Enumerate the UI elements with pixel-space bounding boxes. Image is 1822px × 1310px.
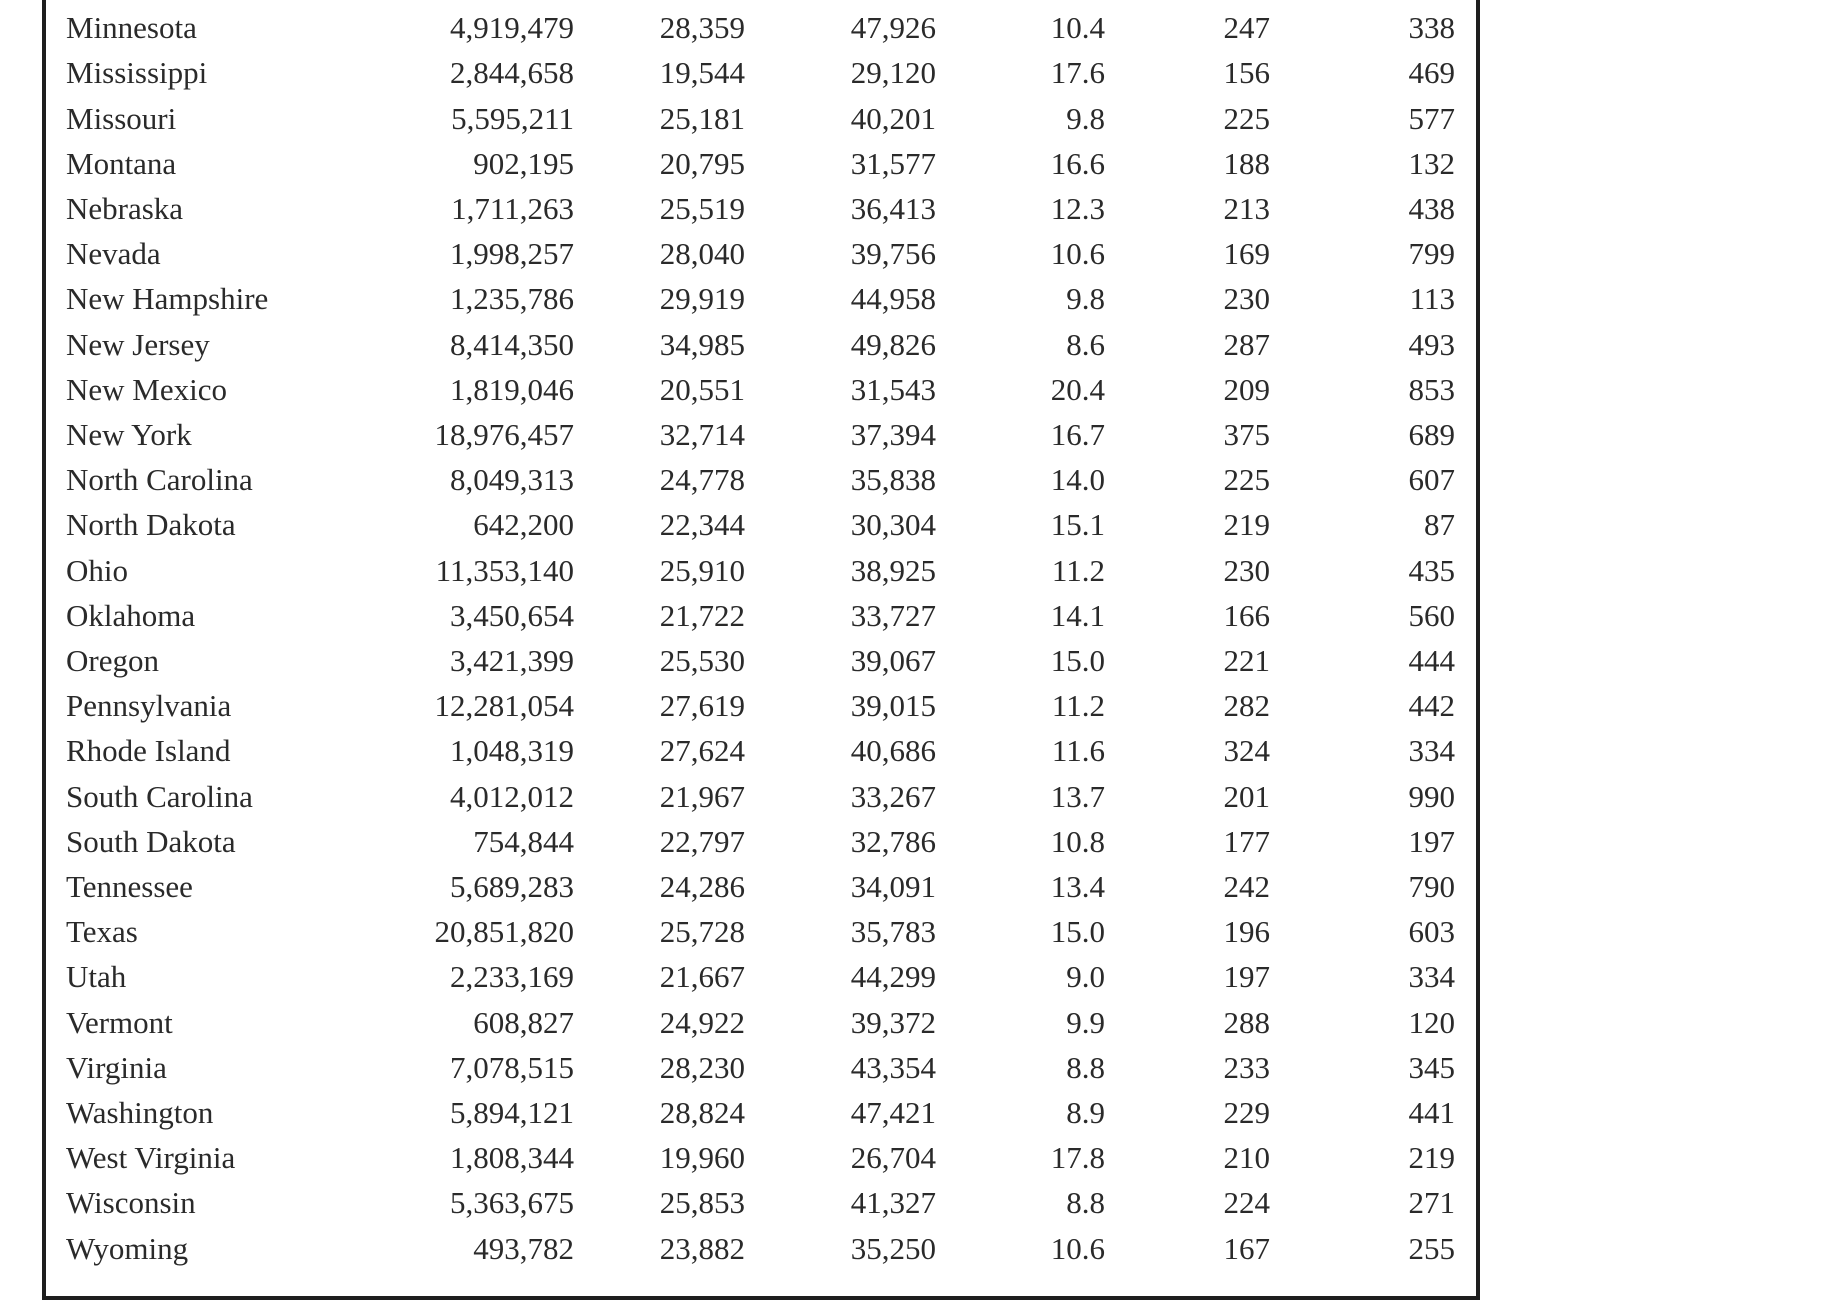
value-col-6-cell: 441 — [1408, 1095, 1455, 1131]
row-gutter — [46, 5, 66, 50]
median-household-income-cell: 40,686 — [850, 733, 936, 769]
state-name-cell: Oregon — [66, 643, 159, 679]
median-household-income-cell: 35,838 — [850, 462, 936, 498]
value-col-5-cell: 287 — [1223, 326, 1270, 362]
state-name-cell: Montana — [66, 145, 177, 181]
poverty-rate-cell: 10.6 — [1050, 1230, 1105, 1266]
value-col-5-cell: 219 — [1223, 507, 1270, 543]
state-name-cell: New Jersey — [66, 326, 210, 362]
table-row — [46, 276, 1455, 321]
row-gutter — [46, 1090, 66, 1135]
poverty-rate-cell: 11.2 — [1051, 688, 1105, 724]
population-cell: 8,049,313 — [450, 462, 574, 498]
value-col-5-cell: 210 — [1223, 1140, 1270, 1176]
table-row — [46, 141, 1455, 186]
value-col-6-cell: 87 — [1424, 507, 1455, 543]
population-cell: 3,421,399 — [450, 643, 574, 679]
population-cell: 5,595,211 — [451, 100, 574, 136]
poverty-rate-cell: 17.6 — [1050, 55, 1105, 91]
population-cell: 8,414,350 — [450, 326, 574, 362]
value-col-5-cell: 221 — [1223, 643, 1270, 679]
row-gutter — [46, 954, 66, 999]
value-col-5-cell: 177 — [1223, 823, 1270, 859]
state-name-cell: Wyoming — [66, 1230, 189, 1266]
population-cell: 5,689,283 — [450, 869, 574, 905]
per-capita-income-cell: 24,922 — [659, 1004, 745, 1040]
value-col-6-cell: 255 — [1408, 1230, 1455, 1266]
table-row — [46, 1000, 1455, 1045]
table-row — [46, 367, 1455, 412]
table-row — [46, 683, 1455, 728]
value-col-5-cell: 169 — [1223, 236, 1270, 272]
value-col-6-cell: 113 — [1409, 281, 1455, 317]
state-name-cell: Utah — [66, 959, 127, 995]
value-col-6-cell: 334 — [1408, 959, 1455, 995]
row-gutter — [46, 231, 66, 276]
row-gutter — [46, 367, 66, 412]
state-name-cell: Mississippi — [66, 55, 208, 91]
row-gutter — [46, 864, 66, 909]
table-row — [46, 593, 1455, 638]
population-cell: 2,844,658 — [450, 55, 574, 91]
state-name-cell: Oklahoma — [66, 597, 196, 633]
median-household-income-cell: 31,543 — [850, 371, 936, 407]
table-row — [46, 548, 1455, 593]
population-cell: 1,048,319 — [450, 733, 574, 769]
poverty-rate-cell: 14.0 — [1050, 462, 1105, 498]
state-name-cell: Vermont — [66, 1004, 173, 1040]
value-col-5-cell: 230 — [1223, 281, 1270, 317]
value-col-6-cell: 271 — [1408, 1185, 1455, 1221]
poverty-rate-cell: 8.8 — [1066, 1049, 1105, 1085]
median-household-income-cell: 47,926 — [850, 10, 936, 46]
median-household-income-cell: 33,727 — [850, 597, 936, 633]
state-name-cell: Pennsylvania — [66, 688, 232, 724]
per-capita-income-cell: 25,728 — [659, 914, 745, 950]
table-frame — [42, 0, 1480, 1300]
value-col-6-cell: 469 — [1408, 55, 1455, 91]
per-capita-income-cell: 23,882 — [659, 1230, 745, 1266]
table-row — [46, 1135, 1455, 1180]
value-col-6-cell: 577 — [1408, 100, 1455, 136]
population-cell: 1,998,257 — [450, 236, 574, 272]
poverty-rate-cell: 16.6 — [1050, 145, 1105, 181]
state-name-cell: Washington — [66, 1095, 214, 1131]
median-household-income-cell: 47,421 — [850, 1095, 936, 1131]
population-cell: 608,827 — [473, 1004, 574, 1040]
value-col-5-cell: 167 — [1223, 1230, 1270, 1266]
median-household-income-cell: 44,299 — [850, 959, 936, 995]
value-col-6-cell: 120 — [1408, 1004, 1455, 1040]
per-capita-income-cell: 25,853 — [659, 1185, 745, 1221]
row-gutter — [46, 819, 66, 864]
per-capita-income-cell: 27,624 — [659, 733, 745, 769]
median-household-income-cell: 31,577 — [850, 145, 936, 181]
median-household-income-cell: 34,091 — [850, 869, 936, 905]
population-cell: 1,808,344 — [450, 1140, 574, 1176]
median-household-income-cell: 32,786 — [850, 823, 936, 859]
table-row — [46, 1090, 1455, 1135]
per-capita-income-cell: 25,519 — [659, 191, 745, 227]
poverty-rate-cell: 15.0 — [1050, 914, 1105, 950]
state-name-cell: Nevada — [66, 236, 161, 272]
median-household-income-cell: 35,250 — [850, 1230, 936, 1266]
population-cell: 1,235,786 — [450, 281, 574, 317]
median-household-income-cell: 38,925 — [850, 552, 936, 588]
per-capita-income-cell: 24,778 — [659, 462, 745, 498]
state-name-cell: Texas — [66, 914, 138, 950]
row-gutter — [46, 909, 66, 954]
state-name-cell: Ohio — [66, 552, 128, 588]
poverty-rate-cell: 9.8 — [1066, 100, 1105, 136]
per-capita-income-cell: 20,795 — [659, 145, 745, 181]
per-capita-income-cell: 22,344 — [659, 507, 745, 543]
value-col-6-cell: 345 — [1408, 1049, 1455, 1085]
value-col-5-cell: 156 — [1223, 55, 1270, 91]
table-row — [46, 1045, 1455, 1090]
table-row — [46, 728, 1455, 773]
row-gutter — [46, 593, 66, 638]
per-capita-income-cell: 21,967 — [659, 778, 745, 814]
poverty-rate-cell: 11.6 — [1051, 733, 1105, 769]
value-col-5-cell: 288 — [1223, 1004, 1270, 1040]
value-col-5-cell: 282 — [1223, 688, 1270, 724]
state-name-cell: New Hampshire — [66, 281, 269, 317]
row-gutter — [46, 502, 66, 547]
row-gutter — [46, 728, 66, 773]
per-capita-income-cell: 24,286 — [659, 869, 745, 905]
state-name-cell: Rhode Island — [66, 733, 231, 769]
state-name-cell: Wisconsin — [66, 1185, 196, 1221]
per-capita-income-cell: 27,619 — [659, 688, 745, 724]
table-row — [46, 864, 1455, 909]
value-col-6-cell: 689 — [1408, 417, 1455, 453]
population-cell: 2,233,169 — [450, 959, 574, 995]
median-household-income-cell: 26,704 — [850, 1140, 936, 1176]
per-capita-income-cell: 34,985 — [659, 326, 745, 362]
per-capita-income-cell: 28,824 — [659, 1095, 745, 1131]
row-gutter — [46, 1180, 66, 1225]
row-gutter — [46, 50, 66, 95]
value-col-6-cell: 853 — [1408, 371, 1455, 407]
median-household-income-cell: 40,201 — [850, 100, 936, 136]
value-col-6-cell: 442 — [1408, 688, 1455, 724]
per-capita-income-cell: 21,667 — [659, 959, 745, 995]
per-capita-income-cell: 25,181 — [659, 100, 745, 136]
row-gutter — [46, 141, 66, 186]
poverty-rate-cell: 9.8 — [1066, 281, 1105, 317]
value-col-6-cell: 219 — [1408, 1140, 1455, 1176]
population-cell: 3,450,654 — [450, 597, 574, 633]
table-row — [46, 909, 1455, 954]
population-cell: 493,782 — [473, 1230, 574, 1266]
population-cell: 754,844 — [473, 823, 574, 859]
poverty-rate-cell: 15.0 — [1050, 643, 1105, 679]
state-statistics-table — [46, 0, 1455, 1271]
row-gutter — [46, 1045, 66, 1090]
per-capita-income-cell: 28,040 — [659, 236, 745, 272]
value-col-5-cell: 233 — [1223, 1049, 1270, 1085]
value-col-5-cell: 324 — [1223, 733, 1270, 769]
poverty-rate-cell: 12.3 — [1050, 191, 1105, 227]
value-col-5-cell: 230 — [1223, 552, 1270, 588]
median-household-income-cell: 39,067 — [850, 643, 936, 679]
per-capita-income-cell: 19,544 — [659, 55, 745, 91]
row-gutter — [46, 322, 66, 367]
value-col-5-cell: 213 — [1223, 191, 1270, 227]
value-col-5-cell: 197 — [1223, 959, 1270, 995]
median-household-income-cell: 35,783 — [850, 914, 936, 950]
value-col-6-cell: 197 — [1408, 823, 1455, 859]
state-name-cell: North Dakota — [66, 507, 236, 543]
population-cell: 902,195 — [473, 145, 574, 181]
state-name-cell: Nebraska — [66, 191, 184, 227]
poverty-rate-cell: 8.8 — [1066, 1185, 1105, 1221]
row-gutter — [46, 96, 66, 141]
population-cell: 11,353,140 — [435, 552, 574, 588]
state-name-cell: South Dakota — [66, 823, 236, 859]
per-capita-income-cell: 19,960 — [659, 1140, 745, 1176]
value-col-6-cell: 338 — [1408, 10, 1455, 46]
poverty-rate-cell: 11.2 — [1051, 552, 1105, 588]
row-gutter — [46, 276, 66, 321]
row-gutter — [46, 548, 66, 593]
table-row — [46, 1226, 1455, 1271]
row-gutter — [46, 457, 66, 502]
table-row — [46, 322, 1455, 367]
poverty-rate-cell: 15.1 — [1050, 507, 1105, 543]
value-col-5-cell: 225 — [1223, 462, 1270, 498]
median-household-income-cell: 39,372 — [850, 1004, 936, 1040]
population-cell: 12,281,054 — [434, 688, 574, 724]
poverty-rate-cell: 13.4 — [1050, 869, 1105, 905]
value-col-6-cell: 334 — [1408, 733, 1455, 769]
population-cell: 18,976,457 — [434, 417, 574, 453]
poverty-rate-cell: 8.6 — [1066, 326, 1105, 362]
row-gutter — [46, 1226, 66, 1271]
value-col-5-cell: 196 — [1223, 914, 1270, 950]
value-col-5-cell: 242 — [1223, 869, 1270, 905]
table-row — [46, 50, 1455, 95]
value-col-5-cell: 188 — [1223, 145, 1270, 181]
median-household-income-cell: 49,826 — [850, 326, 936, 362]
value-col-6-cell: 603 — [1408, 914, 1455, 950]
value-col-5-cell: 201 — [1223, 778, 1270, 814]
population-cell: 1,819,046 — [450, 371, 574, 407]
table-row — [46, 1180, 1455, 1225]
state-name-cell: Tennessee — [66, 869, 193, 905]
table-row — [46, 231, 1455, 276]
per-capita-income-cell: 20,551 — [659, 371, 745, 407]
value-col-6-cell: 990 — [1408, 778, 1455, 814]
row-gutter — [46, 774, 66, 819]
per-capita-income-cell: 29,919 — [659, 281, 745, 317]
state-name-cell: New Mexico — [66, 371, 227, 407]
table-row — [46, 457, 1455, 502]
median-household-income-cell: 37,394 — [850, 417, 936, 453]
value-col-5-cell: 166 — [1223, 597, 1270, 633]
value-col-5-cell: 225 — [1223, 100, 1270, 136]
state-name-cell: Minnesota — [66, 10, 197, 46]
poverty-rate-cell: 10.4 — [1050, 10, 1105, 46]
median-household-income-cell: 39,015 — [850, 688, 936, 724]
table-row — [46, 638, 1455, 683]
poverty-rate-cell: 17.8 — [1050, 1140, 1105, 1176]
value-col-5-cell: 209 — [1223, 371, 1270, 407]
median-household-income-cell: 44,958 — [850, 281, 936, 317]
row-gutter — [46, 1135, 66, 1180]
population-cell: 642,200 — [473, 507, 574, 543]
table-body — [46, 0, 1455, 1271]
value-col-5-cell: 375 — [1223, 417, 1270, 453]
median-household-income-cell: 36,413 — [850, 191, 936, 227]
table-row — [46, 186, 1455, 231]
value-col-6-cell: 435 — [1408, 552, 1455, 588]
median-household-income-cell: 29,120 — [850, 55, 936, 91]
per-capita-income-cell: 22,797 — [659, 823, 745, 859]
per-capita-income-cell: 25,530 — [659, 643, 745, 679]
row-gutter — [46, 638, 66, 683]
poverty-rate-cell: 14.1 — [1050, 597, 1105, 633]
state-name-cell: Virginia — [66, 1049, 167, 1085]
value-col-6-cell: 493 — [1408, 326, 1455, 362]
median-household-income-cell: 33,267 — [850, 778, 936, 814]
state-name-cell: Missouri — [66, 100, 177, 136]
state-name-cell: North Carolina — [66, 462, 253, 498]
population-cell: 1,711,263 — [451, 191, 574, 227]
per-capita-income-cell: 32,714 — [659, 417, 745, 453]
row-gutter — [46, 1000, 66, 1045]
table-row — [46, 502, 1455, 547]
value-col-5-cell: 224 — [1223, 1185, 1270, 1221]
population-cell: 20,851,820 — [434, 914, 574, 950]
value-col-5-cell: 229 — [1223, 1095, 1270, 1131]
poverty-rate-cell: 8.9 — [1066, 1095, 1105, 1131]
value-col-5-cell: 247 — [1223, 10, 1270, 46]
median-household-income-cell: 41,327 — [850, 1185, 936, 1221]
table-row — [46, 5, 1455, 50]
table-row — [46, 96, 1455, 141]
value-col-6-cell: 607 — [1408, 462, 1455, 498]
value-col-6-cell: 790 — [1408, 869, 1455, 905]
population-cell: 7,078,515 — [450, 1049, 574, 1085]
table-row — [46, 412, 1455, 457]
per-capita-income-cell: 21,722 — [659, 597, 745, 633]
state-name-cell: West Virginia — [66, 1140, 236, 1176]
state-name-cell: South Carolina — [66, 778, 253, 814]
table-row — [46, 954, 1455, 999]
value-col-6-cell: 799 — [1408, 236, 1455, 272]
row-gutter — [46, 683, 66, 728]
per-capita-income-cell: 28,359 — [659, 10, 745, 46]
poverty-rate-cell: 13.7 — [1050, 778, 1105, 814]
table-row — [46, 774, 1455, 819]
median-household-income-cell: 39,756 — [850, 236, 936, 272]
median-household-income-cell: 30,304 — [850, 507, 936, 543]
value-col-6-cell: 444 — [1408, 643, 1455, 679]
poverty-rate-cell: 9.9 — [1066, 1004, 1105, 1040]
state-name-cell: New York — [66, 417, 192, 453]
median-household-income-cell: 43,354 — [850, 1049, 936, 1085]
poverty-rate-cell: 10.8 — [1050, 823, 1105, 859]
population-cell: 4,919,479 — [450, 10, 574, 46]
value-col-6-cell: 132 — [1408, 145, 1455, 181]
per-capita-income-cell: 25,910 — [659, 552, 745, 588]
population-cell: 5,363,675 — [450, 1185, 574, 1221]
poverty-rate-cell: 16.7 — [1050, 417, 1105, 453]
row-gutter — [46, 186, 66, 231]
population-cell: 4,012,012 — [450, 778, 574, 814]
row-gutter — [46, 412, 66, 457]
population-cell: 5,894,121 — [450, 1095, 574, 1131]
value-col-6-cell: 560 — [1408, 597, 1455, 633]
value-col-6-cell: 438 — [1408, 191, 1455, 227]
poverty-rate-cell: 20.4 — [1050, 371, 1105, 407]
table-row — [46, 819, 1455, 864]
poverty-rate-cell: 9.0 — [1066, 959, 1105, 995]
poverty-rate-cell: 10.6 — [1050, 236, 1105, 272]
per-capita-income-cell: 28,230 — [659, 1049, 745, 1085]
